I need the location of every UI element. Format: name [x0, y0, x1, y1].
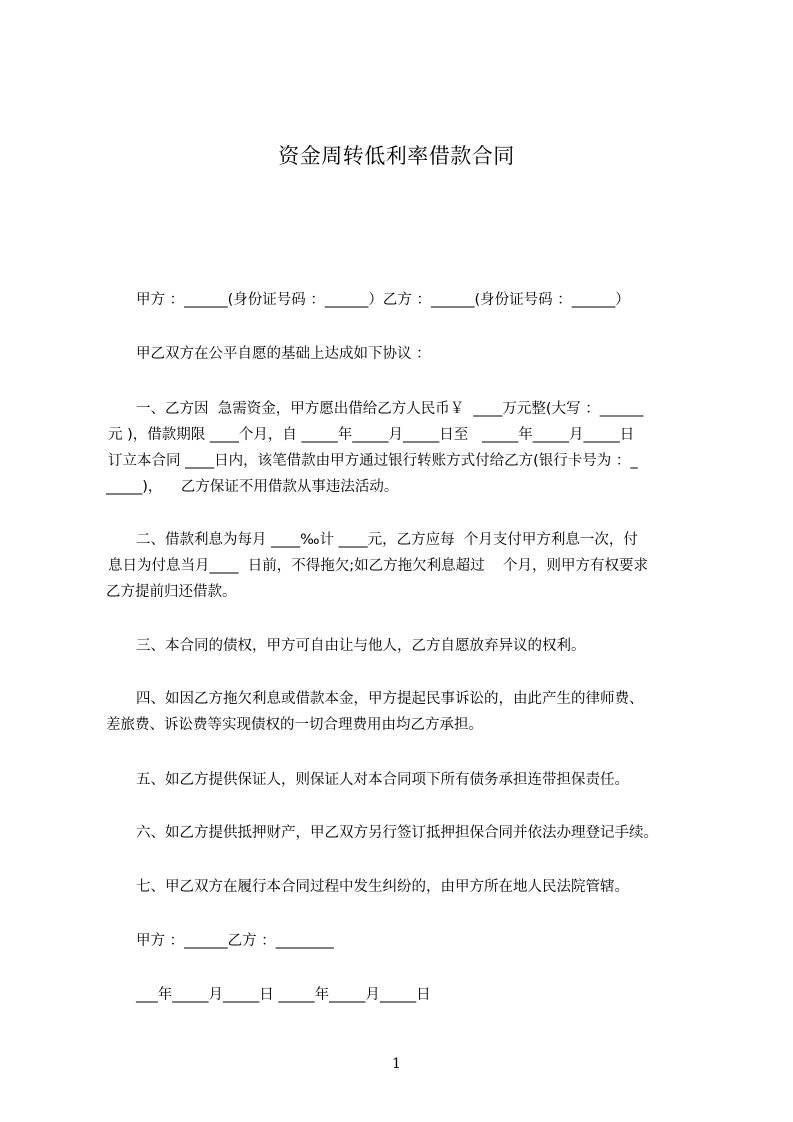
- clause-1-line-1: 一、乙方因 急需资金，甲方愿出借给乙方人民币￥ ____万元整(大写 ：______: [136, 401, 644, 417]
- clause-1-line-3: 订立本合同 ____日内，该笔借款由甲方通过银行转账方式付给乙方(银行卡号为 ：_: [108, 453, 638, 469]
- document-title: 资金周转低利率借款合同: [278, 144, 515, 168]
- clause-2-line-1: 二、借款利息为每月 ____‰计 ____元，乙方应每 个月支付甲方利息一次，付: [136, 532, 638, 548]
- clause-7: 七、甲乙双方在履行本合同过程中发生纠纷的，由甲方所在地人民法院管辖。: [136, 879, 629, 895]
- page-number: 1: [392, 1056, 401, 1072]
- clause-2: [106, 527, 706, 605]
- clause-1-line-2: 元 )，借款期限 ____个月，自 _____年_____月_____日至 _____年_____月_____日: [108, 427, 635, 443]
- clause-4: [106, 686, 706, 738]
- clause-5: 五、如乙方提供保证人，则保证人对本合同项下所有债务承担连带担保责任。: [136, 772, 629, 788]
- clause-6: 六、如乙方提供抵押财产，甲乙双方另行签订抵押担保合同并依法办理登记手续。: [136, 825, 658, 841]
- intro-paragraph: 甲乙双方在公平自愿的基础上达成如下协议 ：: [136, 346, 431, 362]
- clause-1-line-4: _____)， 乙方保证不用借款从事违法活动。: [106, 479, 399, 495]
- signature-line: 甲方 ：______乙方 ：________: [136, 933, 334, 949]
- clause-4-line-2: 差旅费、诉讼费等实现债权的一切合理费用由均乙方承担。: [106, 717, 483, 733]
- clause-3: 三、本合同的债权，甲方可自由让与他人，乙方自愿放弃异议的权利。: [136, 638, 586, 654]
- date-line: ___年_____月_____日 _____年_____月_____日: [136, 987, 431, 1003]
- clause-2-line-3: 乙方提前归还借款。: [106, 584, 237, 600]
- clause-2-line-2: 息日为付息当月____ 日前，不得拖欠;如乙方拖欠利息超过 个月，则甲方有权要求: [108, 558, 649, 574]
- clause-4-line-1: 四、如因乙方拖欠利息或借款本金，甲方提起民事诉讼的，由此产生的律师费、: [136, 691, 644, 707]
- parties-line: 甲方 ：______(身份证号码 ：______）乙方 ：______(身份证号码 ：______）: [136, 292, 630, 308]
- clause-1: [106, 396, 706, 500]
